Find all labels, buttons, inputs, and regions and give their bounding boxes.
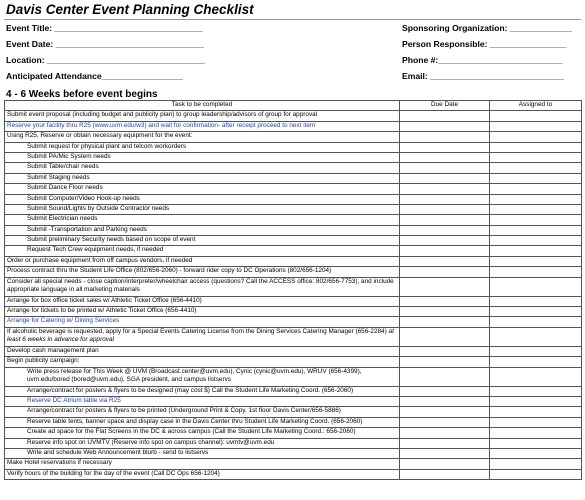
table-row	[5, 111, 582, 121]
due-date-cell[interactable]	[400, 277, 490, 296]
table-row	[5, 173, 582, 183]
header-rule	[4, 19, 581, 20]
assigned-to-cell[interactable]	[490, 296, 582, 306]
task-cell: Submit request for physical plant and telcom workorders	[5, 142, 400, 152]
due-date-cell[interactable]	[400, 346, 490, 356]
table-row	[5, 357, 582, 367]
table-row	[5, 142, 582, 152]
assigned-to-cell[interactable]	[490, 407, 582, 417]
due-date-cell[interactable]	[400, 256, 490, 266]
attendance-field[interactable]: Anticipated Attendance_________________	[6, 71, 183, 81]
email-field[interactable]: Email: ____________________________	[402, 71, 565, 81]
table-header-row	[5, 101, 582, 111]
table-row	[5, 267, 582, 277]
assigned-to-cell[interactable]	[490, 163, 582, 173]
task-cell: Submit Computer/Video Hook-up needs	[5, 194, 400, 204]
table-row	[5, 132, 582, 142]
due-date-cell[interactable]	[400, 194, 490, 204]
assigned-to-cell[interactable]	[490, 386, 582, 396]
event-title-field[interactable]: Event Title: _______________________________	[6, 23, 203, 33]
due-date-cell[interactable]	[400, 163, 490, 173]
assigned-to-cell[interactable]	[490, 267, 582, 277]
assigned-to-cell[interactable]	[490, 367, 582, 386]
due-date-cell[interactable]	[400, 448, 490, 458]
due-date-cell[interactable]	[400, 438, 490, 448]
table-row	[5, 236, 582, 246]
table-row	[5, 256, 582, 266]
task-cell: Reserve info spot on UVMTV (Reserve info spot on campus channel): uvmtv@uvm.edu	[5, 438, 400, 448]
task-cell: Submit PA/Mic System needs	[5, 152, 400, 162]
table-row	[5, 184, 582, 194]
table-row	[5, 246, 582, 256]
task-table-body	[5, 111, 582, 480]
assigned-to-cell[interactable]	[490, 121, 582, 131]
due-date-cell[interactable]	[400, 152, 490, 162]
event-date-field[interactable]: Event Date: _______________________________	[6, 39, 204, 49]
assigned-to-cell[interactable]	[490, 215, 582, 225]
table-row	[5, 469, 582, 479]
task-cell: Begin publicity campaign:	[5, 357, 400, 367]
due-date-cell[interactable]	[400, 367, 490, 386]
task-cell: Create ad space for the Flat Screens in the DC & across campus (Call the Student Life Marketing Coord.: 656-2060)	[5, 428, 400, 438]
table-row	[5, 438, 582, 448]
due-date-cell[interactable]	[400, 225, 490, 235]
due-date-cell[interactable]	[400, 121, 490, 131]
table-row	[5, 204, 582, 214]
table-row	[5, 459, 582, 469]
due-date-cell[interactable]	[400, 357, 490, 367]
assigned-to-cell[interactable]	[490, 184, 582, 194]
due-date-cell[interactable]	[400, 173, 490, 183]
assigned-to-cell[interactable]	[490, 204, 582, 214]
emphasis-text: at least 6 weeks in advance for approval	[7, 327, 394, 344]
task-cell: Arrange for box office ticket sales w/ Athletic Ticket Office (656-4410)	[5, 296, 400, 306]
task-cell: Verify hours of the building for the day of the event (Call DC Ops 656-1204)	[5, 469, 400, 479]
due-date-cell[interactable]	[400, 469, 490, 479]
table-row	[5, 277, 582, 296]
assigned-to-cell[interactable]	[490, 132, 582, 142]
due-date-cell[interactable]	[400, 307, 490, 317]
task-cell: Submit Electrician needs	[5, 215, 400, 225]
task-cell: Reserve DC Atrium table via R25	[5, 396, 400, 406]
assigned-to-cell[interactable]	[490, 111, 582, 121]
due-date-cell[interactable]	[400, 204, 490, 214]
assigned-to-cell[interactable]	[490, 225, 582, 235]
person-responsible-field[interactable]: Person Responsible: ________________	[402, 39, 567, 49]
task-cell: Arrange for Catering w/ Dining Services	[5, 317, 400, 327]
assigned-to-cell[interactable]	[490, 256, 582, 266]
sponsoring-org-field[interactable]: Sponsoring Organization: _____________	[402, 23, 573, 33]
task-cell: Submit Dance Floor needs	[5, 184, 400, 194]
assigned-to-cell[interactable]	[490, 236, 582, 246]
document-title: Davis Center Event Planning Checklist	[6, 2, 254, 17]
location-field[interactable]: Location: _________________________________	[6, 55, 205, 65]
table-row	[5, 327, 582, 346]
table-row	[5, 448, 582, 458]
due-date-cell[interactable]	[400, 215, 490, 225]
assigned-to-cell[interactable]	[490, 448, 582, 458]
table-row	[5, 396, 582, 406]
task-cell: Using R25, Reserve or obtain necessary equipment for the event:	[5, 132, 400, 142]
task-cell: Submit -Transportation and Parking needs	[5, 225, 400, 235]
task-cell: Submit preliminary Security needs based on scope of event	[5, 236, 400, 246]
task-cell: Write press release for This Week @ UVM (Broadcast.center@uvm.edu), Cynic (cynic@uvm.edu), WRUV (656-4399), uvm.edu/bored (bored@uvm.edu), SGA president, and campus listservs	[5, 367, 400, 386]
table-row	[5, 346, 582, 356]
assigned-to-cell[interactable]	[490, 428, 582, 438]
table-row	[5, 317, 582, 327]
table-row	[5, 428, 582, 438]
task-cell: Write and schedule Web Announcement blurb - send to listservs	[5, 448, 400, 458]
due-date-cell[interactable]	[400, 459, 490, 469]
task-cell: Develop cash management plan	[5, 346, 400, 356]
phone-field[interactable]: Phone #:__________________________	[402, 55, 563, 65]
column-header-due-date: Due Date	[400, 101, 490, 111]
due-date-cell[interactable]	[400, 428, 490, 438]
task-table	[4, 100, 582, 480]
assigned-to-cell[interactable]	[490, 357, 582, 367]
due-date-cell[interactable]	[400, 111, 490, 121]
table-row	[5, 386, 582, 396]
assigned-to-cell[interactable]	[490, 459, 582, 469]
assigned-to-cell[interactable]	[490, 469, 582, 479]
assigned-to-cell[interactable]	[490, 307, 582, 317]
task-cell: Request Tech Crew equipment needs, if needed	[5, 246, 400, 256]
task-cell: Submit event proposal (including budget and publicity plan) to group leadership/advisors of group for approval	[5, 111, 400, 121]
assigned-to-cell[interactable]	[490, 194, 582, 204]
task-cell: Reserve your facility thru R25 (www.uvm.edu/w3) and wait for confirmation- after receipt proceed to next item	[5, 121, 400, 131]
due-date-cell[interactable]	[400, 246, 490, 256]
due-date-cell[interactable]	[400, 407, 490, 417]
due-date-cell[interactable]	[400, 236, 490, 246]
due-date-cell[interactable]	[400, 396, 490, 406]
due-date-cell[interactable]	[400, 386, 490, 396]
right-header-fields	[402, 21, 582, 85]
task-cell: Arrange/contract for posters & flyers to be printed (Underground Print & Copy, 1st floor Davis Center/656-5886)	[5, 407, 400, 417]
assigned-to-cell[interactable]	[490, 277, 582, 296]
due-date-cell[interactable]	[400, 142, 490, 152]
assigned-to-cell[interactable]	[490, 438, 582, 448]
due-date-cell[interactable]	[400, 132, 490, 142]
table-row	[5, 121, 582, 131]
left-header-fields	[6, 21, 216, 85]
assigned-to-cell[interactable]	[490, 152, 582, 162]
due-date-cell[interactable]	[400, 317, 490, 327]
due-date-cell[interactable]	[400, 296, 490, 306]
due-date-cell[interactable]	[400, 267, 490, 277]
assigned-to-cell[interactable]	[490, 346, 582, 356]
assigned-to-cell[interactable]	[490, 327, 582, 346]
task-cell: Submit Sound/Lights by Outside Contractor needs	[5, 204, 400, 214]
task-cell: Submit Staging needs	[5, 173, 400, 183]
table-row	[5, 163, 582, 173]
task-cell: Arrange for tickets to be printed w/ Athletic Ticket Office (656-4410)	[5, 307, 400, 317]
task-cell: Order or purchase equipment from off campus vendors, if needed	[5, 256, 400, 266]
task-cell: Consider all special needs - close caption/interpreter/wheelchair access (questions? Call the ACCESS office: 802/656-7753), and include appropriate language in all marketing materials	[5, 277, 400, 296]
column-header-assigned-to: Assigned to	[490, 101, 582, 111]
task-cell: Process contract thru the Student Life Office (802/656-2060) - forward rider copy to DC Operations (802/656-1204)	[5, 267, 400, 277]
task-cell: Make Hotel reservations if necessary	[5, 459, 400, 469]
section-title: 4 - 6 Weeks before event begins	[6, 89, 158, 100]
column-header-task: Task to be completed	[5, 101, 400, 111]
table-row	[5, 296, 582, 306]
assigned-to-cell[interactable]	[490, 173, 582, 183]
table-row	[5, 225, 582, 235]
task-cell: If alcoholic beverage is requested, apply for a Special Events Catering License from the Dining Services Catering Manager (656-2284) at least 6 weeks in advance for approval	[5, 327, 400, 346]
table-row	[5, 367, 582, 386]
table-row	[5, 307, 582, 317]
assigned-to-cell[interactable]	[490, 246, 582, 256]
task-cell: Arrange/contract for posters & flyers to be designed (may cost $) Call the Student Life Marketing Coord. (656-2060)	[5, 386, 400, 396]
table-row	[5, 417, 582, 427]
task-cell: Reserve table tents, banner space and display case in the Davis Center thru Student Life Marketing Coord. (656-2060)	[5, 417, 400, 427]
assigned-to-cell[interactable]	[490, 417, 582, 427]
assigned-to-cell[interactable]	[490, 317, 582, 327]
due-date-cell[interactable]	[400, 184, 490, 194]
table-row	[5, 215, 582, 225]
due-date-cell[interactable]	[400, 417, 490, 427]
assigned-to-cell[interactable]	[490, 142, 582, 152]
table-row	[5, 194, 582, 204]
table-row	[5, 407, 582, 417]
assigned-to-cell[interactable]	[490, 396, 582, 406]
table-row	[5, 152, 582, 162]
task-cell: Submit Table/chair needs	[5, 163, 400, 173]
due-date-cell[interactable]	[400, 327, 490, 346]
